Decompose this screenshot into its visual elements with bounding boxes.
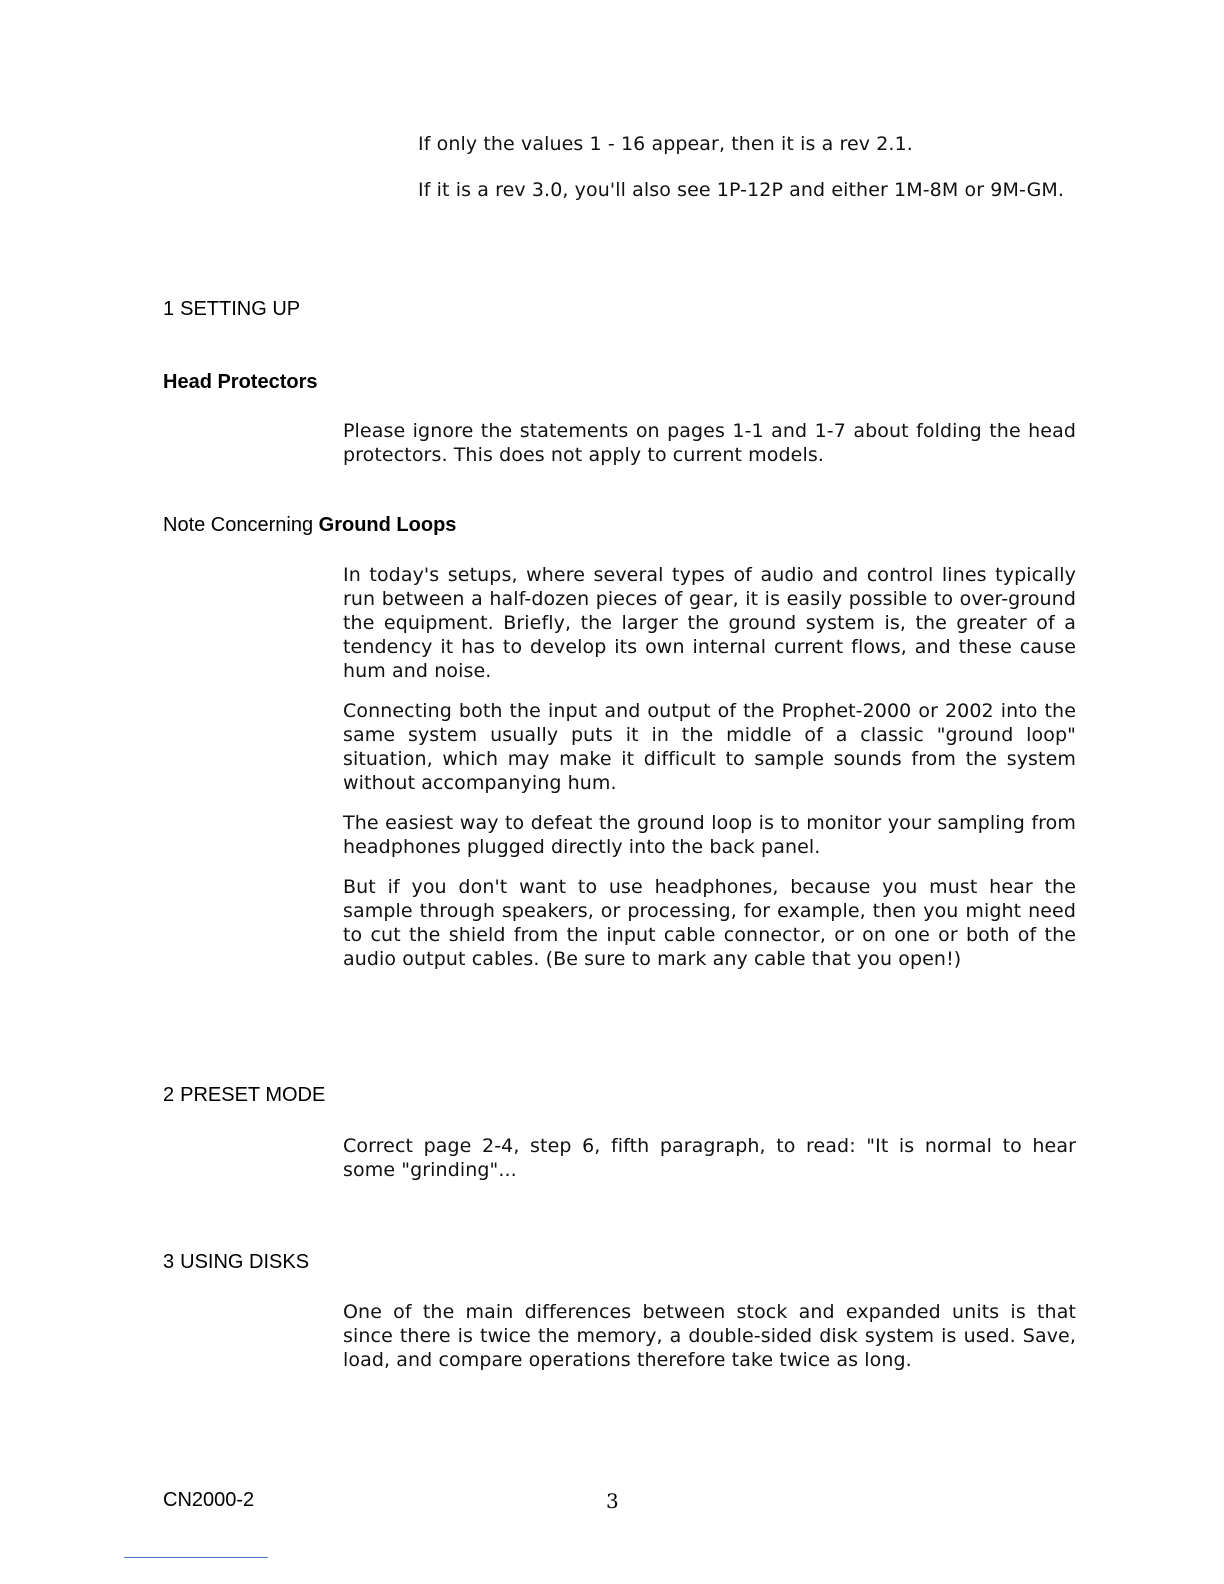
section-number: 2 (163, 1084, 175, 1106)
head-protectors-body (343, 419, 1076, 483)
section-heading-setting-up (163, 298, 300, 321)
footer-document-code: CN2000-2 (163, 1489, 255, 1511)
section-heading-preset-mode (163, 1084, 325, 1107)
footnote-divider (124, 1557, 268, 1558)
section-title: SETTING UP (180, 298, 301, 320)
subheading-ground-loops-prefix: Note Concerning (163, 514, 314, 536)
preset-mode-paragraph: Correct page 2-4, step 6, fifth paragraph, to read: "It is normal to hear some "grinding"... (343, 1135, 1076, 1181)
head-protectors-paragraph: Please ignore the statements on pages 1-1 and 1-7 about folding the head protectors. This does not apply to current models. (343, 420, 1076, 466)
using-disks-paragraph: One of the main differences between stock and expanded units is that since there is twice the memory, a double-sided disk system is used. Save, load, and compare operations therefore take twice as long. (343, 1301, 1076, 1371)
section-number: 1 (163, 298, 175, 320)
subheading-ground-loops-emphasis: Ground Loops (318, 514, 457, 536)
section-heading-using-disks (163, 1251, 309, 1274)
intro-block (418, 132, 1078, 224)
footer-page-number: 3 (606, 1489, 619, 1513)
using-disks-body (343, 1300, 1076, 1388)
section-number: 3 (163, 1251, 175, 1273)
subheading-ground-loops (163, 514, 456, 537)
preset-mode-body (343, 1134, 1076, 1198)
section-title: PRESET MODE (180, 1084, 326, 1106)
intro-paragraph-rev21: If only the values 1 - 16 appear, then it is a rev 2.1. (418, 133, 913, 155)
subheading-head-protectors: Head Protectors (163, 371, 318, 393)
section-title: USING DISKS (180, 1251, 310, 1273)
ground-loops-body (343, 563, 1076, 987)
intro-paragraph-rev30: If it is a rev 3.0, you'll also see 1P-12P and either 1M-8M or 9M-GM. (418, 179, 1065, 201)
ground-loops-paragraph-2: Connecting both the input and output of the Prophet-2000 or 2002 into the same system usually puts it in the middle of a classic "ground loop" situation, which may make it difficult to sample sounds from the system without accompanying hum. (343, 700, 1076, 794)
ground-loops-paragraph-3: The easiest way to defeat the ground loop is to monitor your sampling from headphones plugged directly into the back panel. (343, 812, 1076, 858)
ground-loops-paragraph-4: But if you don't want to use headphones, because you must hear the sample through speakers, or processing, for example, then you might need to cut the shield from the input cable connector, or on one or both of the audio output cables. (Be sure to mark any cable that you open!) (343, 876, 1076, 970)
ground-loops-paragraph-1: In today's setups, where several types of audio and control lines typically run between a half-dozen pieces of gear, it is easily possible to over-ground the equipment. Briefly, the larger the ground system is, the greater of a tendency it has to develop its own internal current flows, and these cause hum and noise. (343, 564, 1076, 682)
